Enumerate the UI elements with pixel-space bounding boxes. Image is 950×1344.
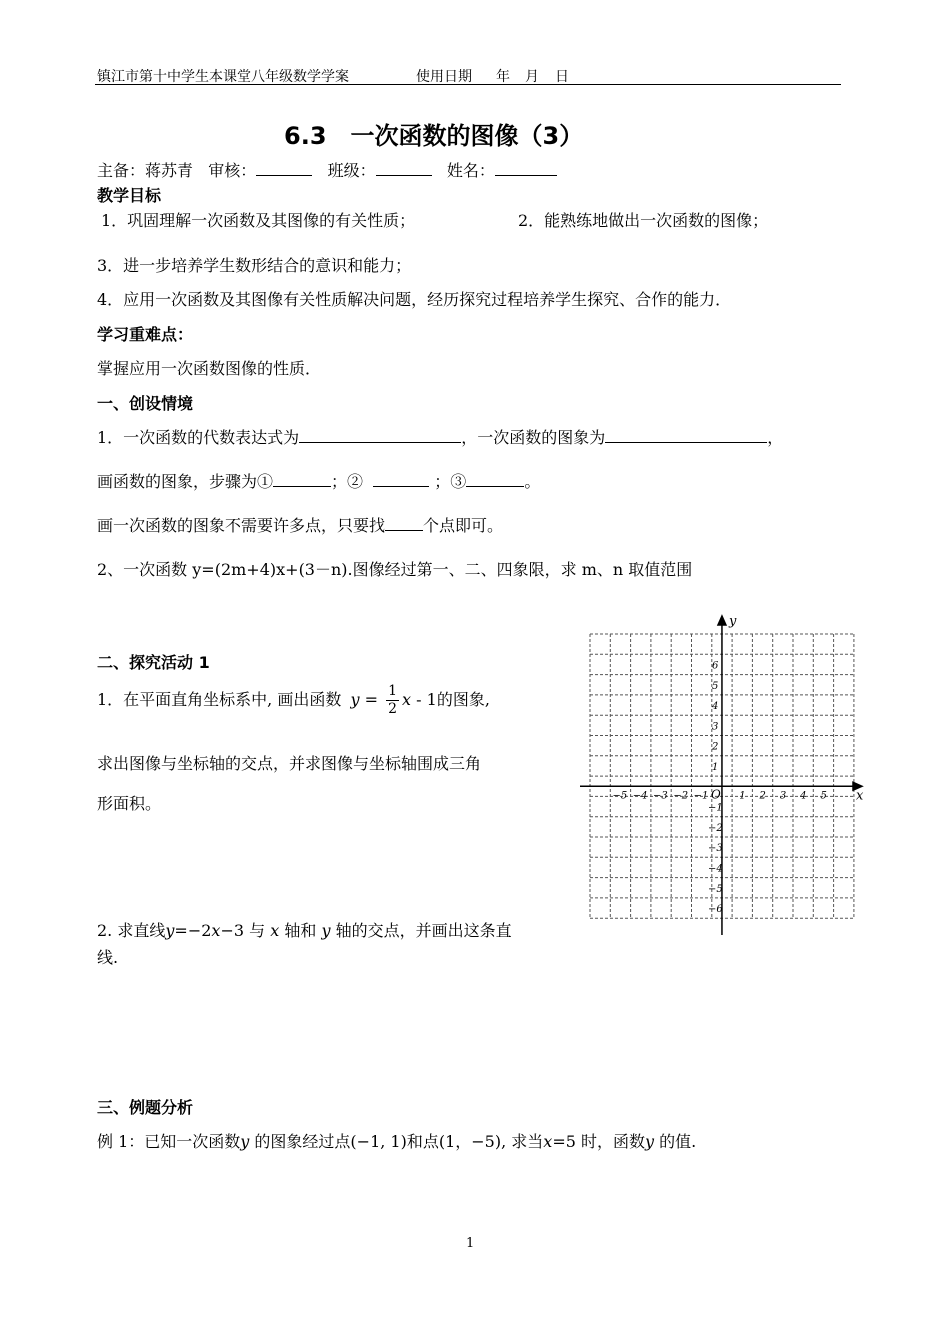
objective-4: 4．应用一次函数及其图像有关性质解决问题，经历探究过程培养学生探究、合作的能力． [97, 290, 732, 309]
y-tick-label: −4 [707, 863, 723, 875]
objective-2: 2．能熟练地做出一次函数的图像； [518, 211, 769, 230]
section2-q1-line2: 求出图像与坐标轴的交点，并求图像与坐标轴围成三角 [97, 754, 482, 773]
y-axis-label: y [728, 614, 737, 629]
s2q2-text-a: 2. 求直线 [97, 921, 166, 940]
x-tick-label: 4 [800, 790, 807, 802]
x-tick-label: −1 [693, 790, 709, 802]
s2q1-num: 1 [388, 683, 398, 699]
section2-q2-line2: 线. [97, 948, 119, 967]
ex1-text-b: 的图象经过点(−1, 1)和点(1，−5), 求当 [254, 1132, 544, 1151]
section1-q1-line1 [97, 425, 783, 448]
header-year: 年 [496, 69, 510, 85]
s2q2-y2: y [321, 921, 331, 940]
class-label: 班级： [327, 161, 376, 180]
q1-text-c: ， [767, 428, 784, 447]
q1-points-text: 画一次函数的图象不需要许多点，只要找 [97, 516, 386, 535]
preparer: 主备：蒋苏青 [97, 161, 194, 180]
keypoints-text: 掌握应用一次函数图像的性质． [97, 359, 322, 378]
y-tick-label: 6 [711, 660, 719, 672]
s2q1-x: x [402, 690, 412, 709]
section2-q2-line1 [97, 918, 512, 941]
s2q2-y: y [165, 921, 175, 940]
header-day: 日 [555, 69, 569, 85]
q1-step-2-label: ；② [331, 472, 364, 491]
coordinate-grid [580, 610, 870, 940]
q1-points-tail: 个点即可。 [423, 516, 504, 535]
q1-blank-expression[interactable] [299, 428, 461, 443]
y-tick-label: −2 [707, 822, 723, 834]
s2q2-text-d: 轴的交点，并画出这条直 [335, 921, 512, 940]
y-tick-label: −5 [707, 883, 723, 895]
y-tick-label: −1 [707, 802, 723, 814]
y-tick-label: 2 [711, 741, 719, 753]
s2q2-x: x [211, 921, 221, 940]
origin-label: O [710, 787, 721, 802]
s2q1-y: y [350, 690, 360, 709]
x-axis-label: x [856, 788, 864, 804]
y-tick-label: 5 [711, 680, 719, 692]
x-tick-label: 1 [739, 790, 746, 802]
section2-heading: 二、探究活动 1 [97, 653, 210, 672]
q1-step-2-blank[interactable] [373, 472, 429, 487]
s2q1-eq: = [364, 690, 378, 709]
q1-step-end: 。 [524, 472, 541, 491]
q1-step-3-label: ；③ [434, 472, 467, 491]
ex1-text-a: 例 1：已知一次函数 [97, 1132, 241, 1151]
y-tick-label: 1 [711, 761, 719, 773]
x-tick-label: 3 [779, 790, 787, 802]
x-tick-label: −2 [673, 790, 689, 802]
s2q1-text-b: 的图象, [436, 690, 490, 709]
y-tick-label: 3 [711, 721, 719, 733]
q1-text-b: ，一次函数的图象为 [461, 428, 606, 447]
q1-points-blank[interactable] [385, 516, 423, 531]
s2q1-den: 2 [388, 701, 398, 717]
y-tick-label: −3 [707, 843, 723, 855]
x-tick-label: −4 [632, 790, 648, 802]
header-rule [95, 84, 841, 85]
section1-q2: 2、一次函数 y=(2m+4)x+(3－n).图像经过第一、二、四象限，求 m、n 取值范围 [97, 560, 693, 579]
reviewer-label: 审核： [208, 161, 257, 180]
q1-step-1-blank[interactable] [273, 472, 331, 487]
s2q2-x2: x [270, 921, 280, 940]
y-tick-label: 4 [711, 701, 719, 713]
x-tick-label: 2 [759, 790, 766, 802]
q1-step-3-blank[interactable] [466, 472, 524, 487]
x-tick-label: −5 [612, 790, 628, 802]
ex1-text-c: =5 时，函数 [552, 1132, 645, 1151]
s2q2-text-c: 轴和 [284, 921, 317, 940]
objectives-heading: 教学目标 [97, 186, 162, 205]
class-blank[interactable] [376, 161, 432, 176]
header-month: 月 [525, 69, 539, 85]
y-tick-label: −6 [707, 904, 723, 916]
x-tick-label: −3 [653, 790, 668, 802]
name-blank[interactable] [495, 161, 557, 176]
objective-1: 1．巩固理解一次函数及其图像的有关性质； [101, 211, 416, 230]
example-1 [97, 1129, 696, 1152]
section3-heading: 三、例题分析 [97, 1098, 194, 1117]
name-label: 姓名： [446, 161, 495, 180]
s2q1-tail: - 1 [416, 690, 437, 709]
s2q1-text-a: 1．在平面直角坐标系中, 画出函数 [97, 690, 342, 709]
objective-3: 3．进一步培养学生数形结合的意识和能力； [97, 256, 412, 275]
ex1-x: x [543, 1132, 553, 1151]
info-line [97, 158, 557, 181]
ex1-text-d: 的值. [659, 1132, 697, 1151]
section1-q1-line2 [97, 469, 540, 492]
ex1-y2: y [645, 1132, 655, 1151]
page-title: 6.3 一次函数的图像（3） [284, 122, 584, 150]
section1-heading: 一、创设情境 [97, 394, 194, 413]
page-number: 1 [466, 1236, 475, 1251]
q1-step-1-label: 画函数的图象，步骤为① [97, 472, 274, 491]
s2q1-fraction [386, 683, 399, 718]
section2-q1-line3: 形面积。 [97, 794, 162, 813]
header-date-label: 使用日期 [416, 69, 472, 85]
ex1-y: y [240, 1132, 250, 1151]
s2q2-text-b: −3 与 [220, 921, 266, 940]
s2q2-eq: =−2 [174, 921, 212, 940]
q1-text-a: 1．一次函数的代数表达式为 [97, 428, 300, 447]
y-axis-arrow-icon [718, 616, 726, 625]
section1-q1-line3 [97, 513, 503, 536]
x-tick-label: 5 [820, 790, 827, 802]
keypoints-heading: 学习重难点： [97, 325, 194, 344]
q1-blank-graph[interactable] [605, 428, 767, 443]
header-school: 镇江市第十中学生本课堂八年级数学学案 [97, 69, 349, 85]
reviewer-blank[interactable] [256, 161, 312, 176]
section2-q1-line1 [97, 683, 490, 718]
